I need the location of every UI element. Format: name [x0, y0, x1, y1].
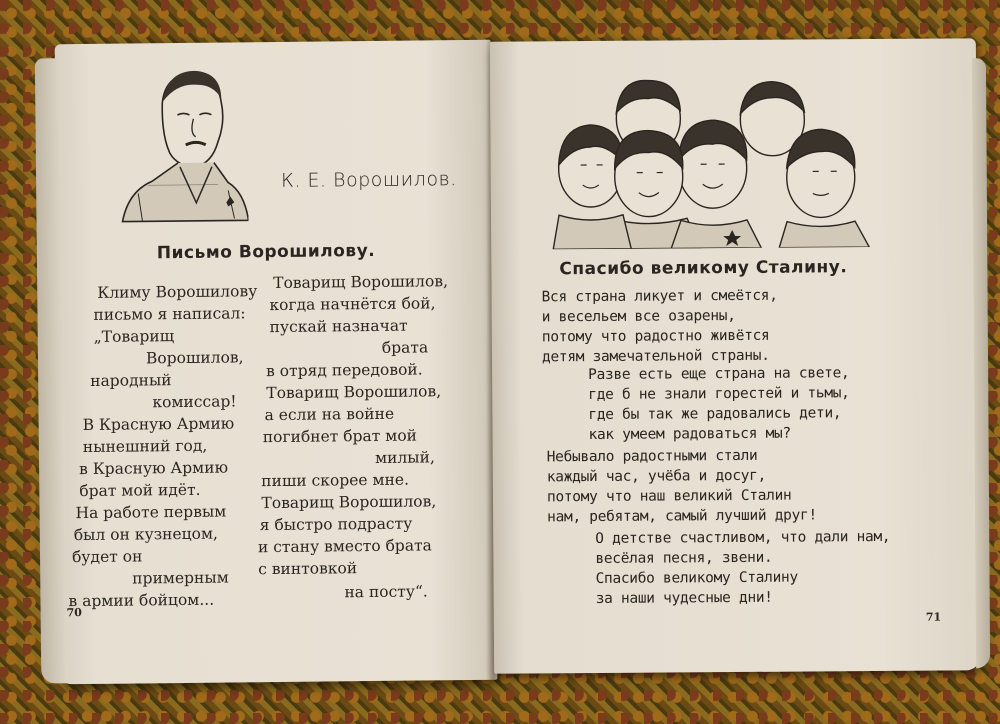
poem-line: весёлая песня, звени. — [595, 549, 773, 567]
poem-line: пускай назначат — [269, 316, 408, 337]
poem-line: и весельем все озарены, — [541, 307, 736, 326]
poem-title: Спасибо великому Сталину. — [559, 257, 848, 280]
poem-line: Разве есть еще страна на свете, — [588, 365, 850, 384]
poem-line: где бы так же радовались дети, — [588, 405, 842, 424]
poem-line: был он кузнецом, — [73, 524, 218, 545]
poem-line: и стану вместо брата — [257, 536, 432, 557]
poem-line: в отряд передовой. — [266, 360, 423, 381]
right-page — [490, 38, 980, 673]
poem-line: Товарищ Ворошилов, — [266, 382, 442, 403]
poem-line: Товарищ Ворошилов, — [273, 272, 449, 293]
poem-line: потому что радостно живётся — [541, 327, 770, 346]
poem-line: брат мой идёт. — [79, 480, 201, 501]
children-illustration — [550, 67, 871, 249]
poem-line: будет он — [71, 547, 143, 567]
poem-line: На работе первым — [75, 502, 227, 523]
poem-line: комиссар! — [152, 392, 237, 412]
poem-line: а если на войне — [264, 404, 395, 425]
poem-line: с винтовкой — [258, 559, 358, 579]
poem-line: нам, ребятам, самый лучший друг! — [547, 507, 817, 526]
page-number-left: 70 — [66, 606, 82, 620]
poem-line: каждый час, учёба и досуг, — [546, 467, 767, 486]
poem-line: пиши скорее мне. — [261, 470, 410, 491]
poem-line: Ворошилов, — [145, 348, 244, 368]
poem-line: детям замечательной страны. — [541, 347, 770, 366]
poem-line: погибнет брат мой — [262, 426, 418, 447]
poem-line: „Товарищ — [93, 327, 175, 346]
poem-line: письмо я написал: — [93, 304, 246, 324]
poem-line: за наши чудесные дни! — [595, 589, 773, 607]
poem-line: в армии бойцом... — [68, 590, 215, 611]
poem-line: О детстве счастливом, что дали нам, — [595, 528, 891, 547]
page-number-right: 71 — [925, 610, 942, 624]
poem-line: Товарищ Ворошилов, — [261, 492, 437, 513]
poem-line: когда начнётся бой, — [269, 294, 436, 315]
poem-line: нынешний год, — [82, 436, 208, 457]
poem-line: в Красную Армию — [79, 458, 229, 479]
poem-title: Письмо Ворошилову. — [156, 240, 376, 264]
left-page — [55, 40, 498, 685]
poem-line: народный — [90, 371, 172, 390]
poem-line: на посту“. — [344, 582, 428, 602]
poem-line: Спасибо великому Сталину — [595, 569, 798, 587]
poem-line: Вся страна ликует и смеётся, — [541, 287, 778, 306]
poem-line: где б не знали горестей и тьмы, — [588, 385, 850, 404]
poem-line: потому что наш великий Сталин — [546, 487, 792, 506]
poem-line: Небывало радостными стали — [546, 447, 758, 466]
poem-line: брата — [381, 338, 429, 357]
poem-line: я быстро подрасту — [259, 514, 413, 535]
portrait-caption: К. Е. Ворошилов. — [280, 168, 457, 192]
poem-line: Климу Ворошилову — [97, 282, 258, 302]
poem-line: примерным — [132, 568, 229, 588]
poem-line: как умеем радоваться мы? — [588, 425, 791, 444]
poem-line: милый, — [374, 448, 435, 467]
poem-line: В Красную Армию — [82, 414, 235, 435]
voroshilov-portrait-illustration — [117, 62, 249, 223]
